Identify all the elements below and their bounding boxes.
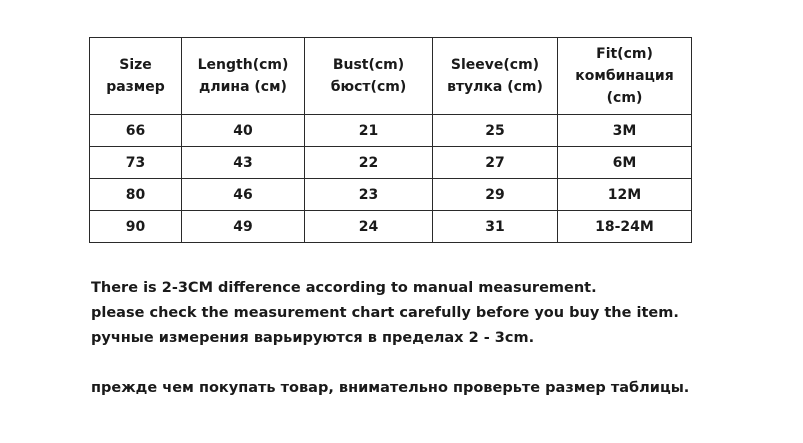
note-manual-ru: ручные измерения варьируются в пределах 2 - 3cm. xyxy=(91,330,535,346)
table-row xyxy=(90,179,692,211)
cell-size: 66 xyxy=(90,115,182,147)
note-check-ru: прежде чем покупать товар, внимательно проверьте размер таблицы. xyxy=(91,380,690,396)
cell-fit: 18-24M xyxy=(558,211,692,243)
header-fit: Fit(cm) комбинация (cm) xyxy=(558,38,692,115)
cell-sleeve: 25 xyxy=(433,115,558,147)
cell-bust: 24 xyxy=(305,211,433,243)
cell-bust: 23 xyxy=(305,179,433,211)
cell-bust: 22 xyxy=(305,147,433,179)
cell-length: 40 xyxy=(182,115,305,147)
cell-fit: 3M xyxy=(558,115,692,147)
table-header-row xyxy=(90,38,692,115)
cell-fit: 12M xyxy=(558,179,692,211)
cell-length: 43 xyxy=(182,147,305,179)
cell-size: 73 xyxy=(90,147,182,179)
header-size: Size размер xyxy=(90,38,182,115)
cell-bust: 21 xyxy=(305,115,433,147)
cell-length: 46 xyxy=(182,179,305,211)
cell-length: 49 xyxy=(182,211,305,243)
note-check-chart: please check the measurement chart carefully before you buy the item. xyxy=(91,305,679,321)
cell-sleeve: 27 xyxy=(433,147,558,179)
cell-size: 90 xyxy=(90,211,182,243)
cell-size: 80 xyxy=(90,179,182,211)
header-bust: Bust(cm) бюст(cm) xyxy=(305,38,433,115)
measurement-notes xyxy=(91,276,689,401)
size-chart-table xyxy=(89,37,692,243)
header-length: Length(cm) длина (см) xyxy=(182,38,305,115)
cell-sleeve: 29 xyxy=(433,179,558,211)
cell-fit: 6M xyxy=(558,147,692,179)
table-row xyxy=(90,211,692,243)
table-row xyxy=(90,115,692,147)
cell-sleeve: 31 xyxy=(433,211,558,243)
note-difference: There is 2-3CM difference according to manual measurement. xyxy=(91,280,597,296)
table-row xyxy=(90,147,692,179)
header-sleeve: Sleeve(cm) втулка (cm) xyxy=(433,38,558,115)
